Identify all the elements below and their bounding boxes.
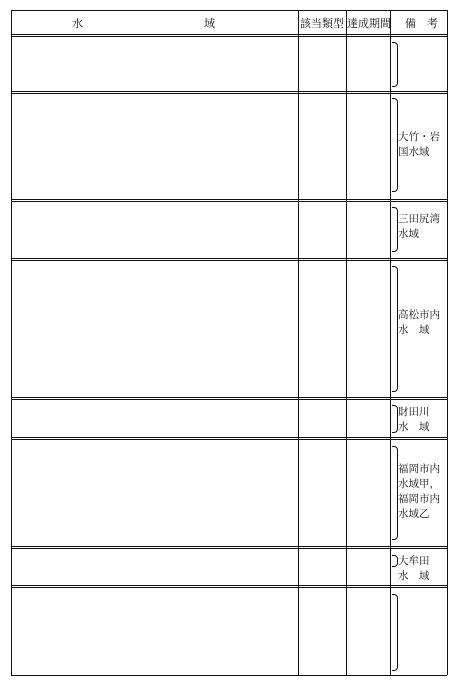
- remarks-line: 国水域: [398, 146, 430, 158]
- group-divider: [11, 258, 447, 261]
- column-divider: [390, 10, 391, 675]
- header-water: 水 域: [72, 17, 215, 30]
- remarks-line: 水 域: [398, 570, 430, 582]
- remarks-line: 三田尻湾: [398, 213, 440, 225]
- remarks-line: 財田川: [398, 406, 430, 418]
- group-divider: [11, 546, 447, 549]
- group-brace: [392, 42, 398, 87]
- remarks-line: 水 域: [398, 421, 430, 433]
- remarks-line: 大牟田: [398, 555, 430, 567]
- remarks-cell: [398, 405, 430, 435]
- remarks-line: 大竹・岩: [398, 131, 440, 143]
- group-divider: [11, 437, 447, 440]
- remarks-line: 水域甲，: [398, 478, 440, 490]
- group-divider: [11, 585, 447, 588]
- remarks-cell: [398, 554, 430, 584]
- header-divider: [11, 34, 447, 37]
- group-divider: [11, 91, 447, 94]
- header-type: 該当類型: [300, 17, 344, 30]
- remarks-line: 福岡市内: [398, 493, 440, 505]
- column-divider: [346, 10, 347, 675]
- table-bottom-border: [11, 675, 447, 676]
- remarks-line: 水域乙: [398, 508, 430, 520]
- remarks-line: 高松市内: [398, 309, 440, 321]
- group-divider: [11, 199, 447, 202]
- group-divider: [11, 397, 447, 400]
- remarks-line: 水 域: [398, 324, 430, 336]
- remarks-line: 福岡市内: [398, 463, 440, 475]
- header-period: 達成期間: [347, 17, 391, 30]
- column-divider: [447, 10, 448, 675]
- remarks-cell: [398, 308, 440, 338]
- table-top-border: [11, 10, 447, 11]
- remarks-cell: [398, 212, 440, 242]
- column-divider: [11, 10, 12, 675]
- remarks-line: 水域: [398, 228, 419, 240]
- remarks-cell: [398, 130, 440, 160]
- column-divider: [298, 10, 299, 675]
- remarks-cell: [398, 462, 440, 522]
- header-remarks: 備 考: [405, 17, 438, 30]
- group-brace: [392, 594, 398, 671]
